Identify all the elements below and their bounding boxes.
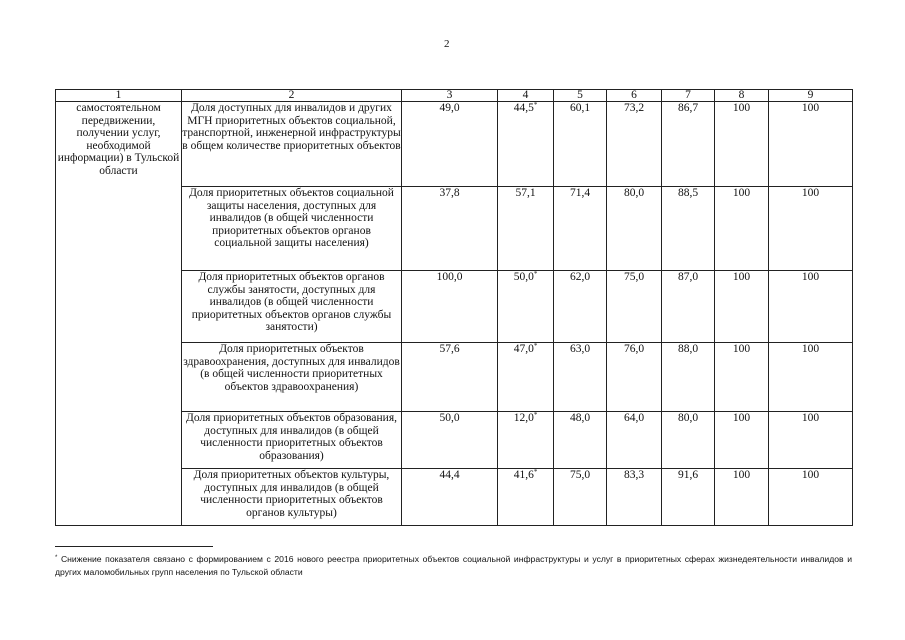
- value-cell: 63,0: [554, 343, 607, 412]
- value-cell: 12,0*: [498, 412, 554, 469]
- value-cell: 88,5: [662, 187, 715, 271]
- column-number-row: [56, 90, 853, 102]
- value-cell: 50,0: [402, 412, 498, 469]
- value-cell: 50,0*: [498, 271, 554, 343]
- value-cell: 100: [769, 343, 853, 412]
- value-cell: 48,0: [554, 412, 607, 469]
- value-cell: 100: [715, 102, 769, 187]
- value-cell: 91,6: [662, 469, 715, 526]
- value-cell: 100: [715, 412, 769, 469]
- table-row: [56, 102, 853, 187]
- value-cell: 100: [769, 412, 853, 469]
- value-cell: 100: [769, 271, 853, 343]
- indicators-table: [55, 89, 853, 526]
- column-header: 7: [662, 90, 715, 102]
- page-number: 2: [444, 38, 450, 50]
- footnote-mark: *: [533, 101, 538, 109]
- value-cell: 100,0: [402, 271, 498, 343]
- column-header: 9: [769, 90, 853, 102]
- column-header: 3: [402, 90, 498, 102]
- footnote-mark: *: [533, 342, 538, 350]
- value-cell: 86,7: [662, 102, 715, 187]
- column-header: 4: [498, 90, 554, 102]
- value-cell: 57,1: [498, 187, 554, 271]
- value-cell: 100: [769, 469, 853, 526]
- value-cell: 44,4: [402, 469, 498, 526]
- goal-description-cell: самостоятельном передвижении, получении услуг, необходимой информации) в Тульской области: [56, 102, 182, 526]
- indicator-name: Доля доступных для инвалидов и других МГН приоритетных объектов социальной, транспортной, инженерной инфраструктуры в общем количестве приоритетных объектов: [182, 102, 402, 187]
- value-cell: 100: [715, 271, 769, 343]
- value-cell: 80,0: [607, 187, 662, 271]
- value-cell: 83,3: [607, 469, 662, 526]
- value-cell: 75,0: [554, 469, 607, 526]
- value-cell: 100: [715, 469, 769, 526]
- footnote-mark: *: [533, 270, 538, 278]
- column-header: 1: [56, 90, 182, 102]
- value-cell: 62,0: [554, 271, 607, 343]
- indicator-name: Доля приоритетных объектов образования, доступных для инвалидов (в общей численности приоритетных объектов образования): [182, 412, 402, 469]
- indicator-name: Доля приоритетных объектов культуры, доступных для инвалидов (в общей численности приоритетных объектов органов культуры): [182, 469, 402, 526]
- column-header: 8: [715, 90, 769, 102]
- value-cell: 76,0: [607, 343, 662, 412]
- value-cell: 100: [715, 187, 769, 271]
- value-cell: 88,0: [662, 343, 715, 412]
- value-cell: 44,5*: [498, 102, 554, 187]
- value-cell: 49,0: [402, 102, 498, 187]
- value-cell: 75,0: [607, 271, 662, 343]
- value-cell: 100: [769, 187, 853, 271]
- value-cell: 64,0: [607, 412, 662, 469]
- column-header: 2: [182, 90, 402, 102]
- indicator-name: Доля приоритетных объектов органов службы занятости, доступных для инвалидов (в общей численности приоритетных объектов органов службы занятости): [182, 271, 402, 343]
- value-cell: 100: [769, 102, 853, 187]
- value-cell: 57,6: [402, 343, 498, 412]
- footnote-mark: *: [533, 411, 538, 419]
- value-cell: 87,0: [662, 271, 715, 343]
- value-cell: 73,2: [607, 102, 662, 187]
- value-cell: 100: [715, 343, 769, 412]
- value-cell: 60,1: [554, 102, 607, 187]
- indicator-name: Доля приоритетных объектов социальной защиты населения, доступных для инвалидов (в общей численности приоритетных объектов органов социальной защиты населения): [182, 187, 402, 271]
- value-cell: 37,8: [402, 187, 498, 271]
- value-cell: 47,0*: [498, 343, 554, 412]
- column-header: 5: [554, 90, 607, 102]
- footnote: [55, 553, 852, 579]
- value-cell: 71,4: [554, 187, 607, 271]
- footnote-text: Снижение показателя связано с формированием с 2016 нового реестра приоритетных объектов социальной инфраструктуры и услуг в приоритетных сферах жизнедеятельности инвалидов и других маломобильных групп населения по Тульской области: [55, 554, 852, 577]
- value-cell: 80,0: [662, 412, 715, 469]
- indicator-name: Доля приоритетных объектов здравоохранения, доступных для инвалидов (в общей численности приоритетных объектов здравоохранения): [182, 343, 402, 412]
- footnote-mark: *: [533, 468, 538, 476]
- value-cell: 41,6*: [498, 469, 554, 526]
- footnote-mark: *: [55, 555, 58, 561]
- column-header: 6: [607, 90, 662, 102]
- footnote-separator: [55, 546, 213, 547]
